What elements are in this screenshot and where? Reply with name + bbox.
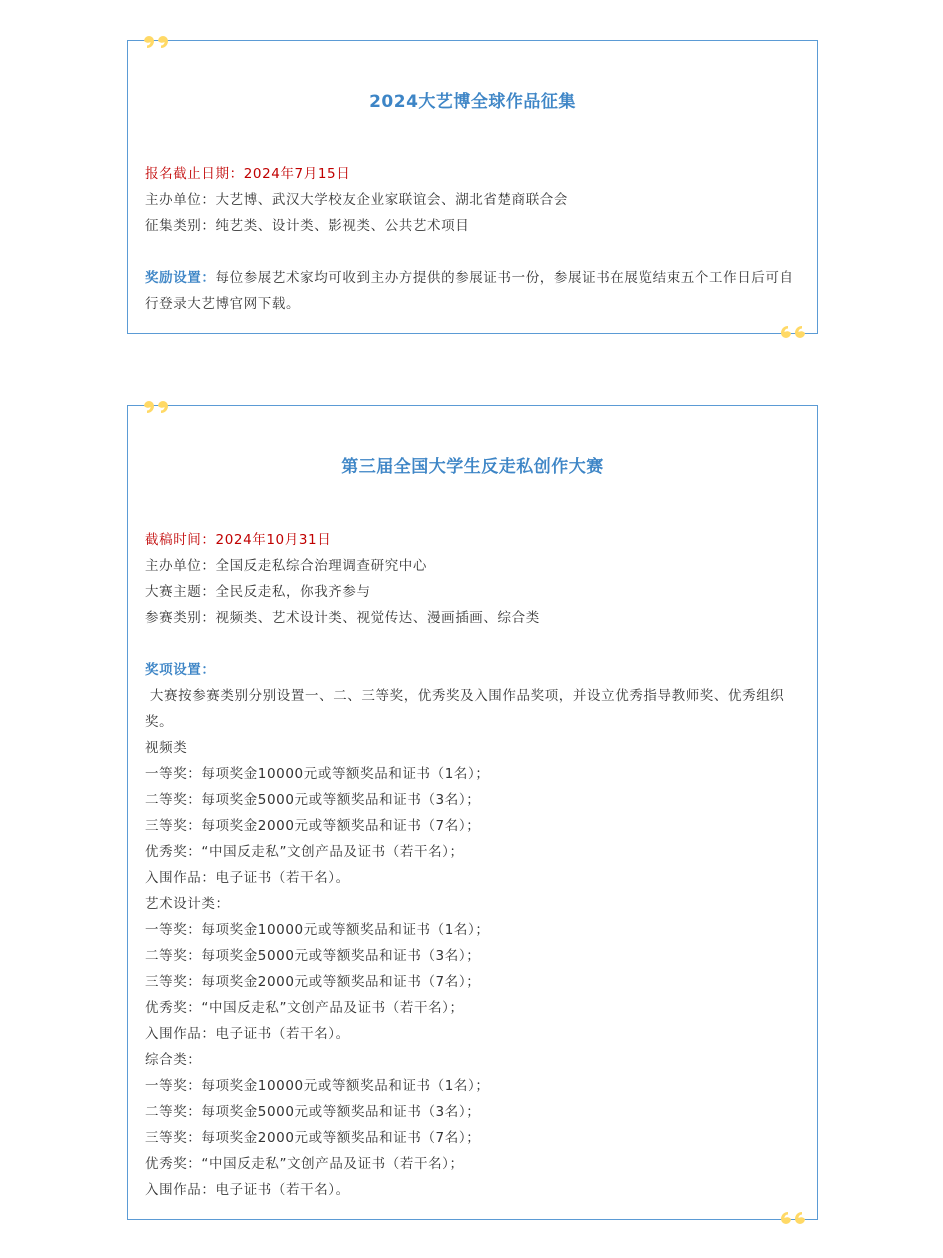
award-item: 三等奖：每项奖金2000元或等额奖品和证书（7名）；: [145, 818, 481, 834]
close-quote-icon: [777, 1211, 807, 1231]
award-item: 优秀奖：“中国反走私”文创产品及证书（若干名）；: [145, 1156, 464, 1172]
reward-label: 奖励设置：: [145, 270, 216, 286]
card-title: 2024大艺博全球作品征集: [369, 92, 576, 112]
spacer: [145, 239, 803, 265]
awards-label: 奖项设置：: [145, 662, 216, 678]
spacer: [145, 631, 803, 657]
award-item: 二等奖：每项奖金5000元或等额奖品和证书（3名）；: [145, 792, 481, 808]
award-item: 一等奖：每项奖金10000元或等额奖品和证书（1名）；: [145, 922, 490, 938]
organizer-line: 主办单位：全国反走私综合治理调查研究中心: [145, 558, 427, 574]
award-item: 优秀奖：“中国反走私”文创产品及证书（若干名）；: [145, 1000, 464, 1016]
award-group-name: 综合类：: [145, 1052, 202, 1068]
award-item: 入围作品：电子证书（若干名）。: [145, 1182, 350, 1198]
open-quote-icon: [142, 394, 172, 414]
open-quote-icon: [142, 29, 172, 49]
award-item: 入围作品：电子证书（若干名）。: [145, 1026, 350, 1042]
reward-text: 每位参展艺术家均可收到主办方提供的参展证书一份，参展证书在展览结束五个工作日后可自行登录大艺博官网下载。: [145, 270, 794, 312]
card-body: [145, 161, 803, 317]
competition-card-dayibo: [127, 40, 818, 334]
organizer-line: 主办单位：大艺博、武汉大学校友企业家联谊会、湖北省楚商联合会: [145, 192, 568, 208]
awards-intro: 大赛按参赛类别分别设置一、二、三等奖，优秀奖及入围作品奖项，并设立优秀指导教师奖、优秀组织奖。: [145, 688, 785, 730]
theme-line: 大赛主题：全民反走私，你我齐参与: [145, 584, 371, 600]
award-item: 入围作品：电子证书（若干名）。: [145, 870, 350, 886]
card-body: [145, 527, 803, 1203]
deadline-line: 报名截止日期：2024年7月15日: [145, 166, 351, 182]
deadline-line: 截稿时间：2024年10月31日: [145, 532, 332, 548]
award-item: 二等奖：每项奖金5000元或等额奖品和证书（3名）；: [145, 1104, 481, 1120]
award-item: 一等奖：每项奖金10000元或等额奖品和证书（1名）；: [145, 766, 490, 782]
competition-card-anti-smuggling: [127, 405, 818, 1220]
award-item: 三等奖：每项奖金2000元或等额奖品和证书（7名）；: [145, 974, 481, 990]
award-item: 一等奖：每项奖金10000元或等额奖品和证书（1名）；: [145, 1078, 490, 1094]
award-group-name: 艺术设计类：: [145, 896, 230, 912]
award-item: 优秀奖：“中国反走私”文创产品及证书（若干名）；: [145, 844, 464, 860]
categories-line: 参赛类别：视频类、艺术设计类、视觉传达、漫画插画、综合类: [145, 610, 540, 626]
award-item: 二等奖：每项奖金5000元或等额奖品和证书（3名）；: [145, 948, 481, 964]
close-quote-icon: [777, 325, 807, 345]
categories-line: 征集类别：纯艺类、设计类、影视类、公共艺术项目: [145, 218, 470, 234]
award-group-name: 视频类: [145, 740, 188, 756]
card-title: 第三届全国大学生反走私创作大赛: [341, 457, 604, 477]
award-item: 三等奖：每项奖金2000元或等额奖品和证书（7名）；: [145, 1130, 481, 1146]
reward-paragraph: [145, 265, 803, 317]
